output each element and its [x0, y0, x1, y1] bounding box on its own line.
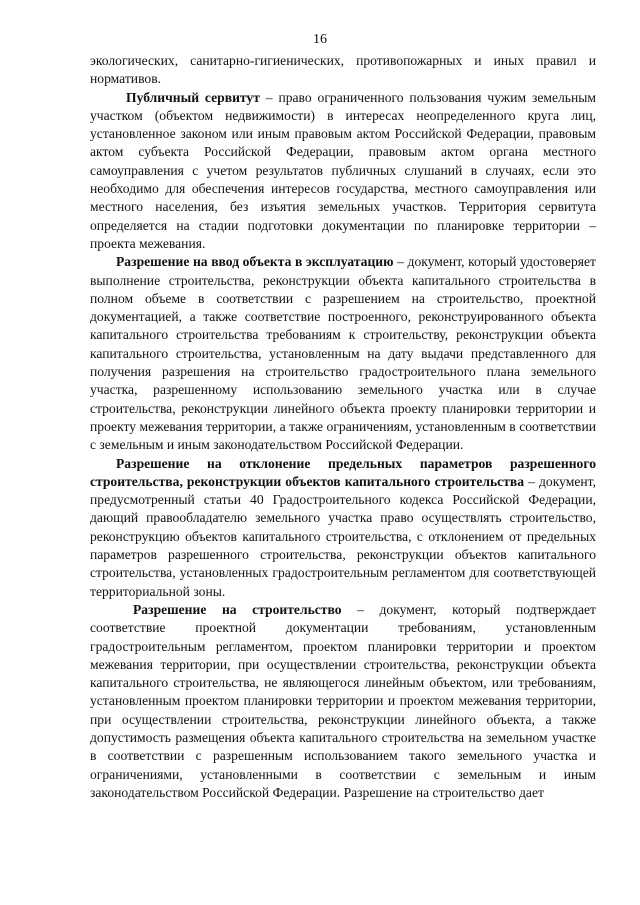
paragraph-text: – документ, который подтверждает соответствие проектной документации требованиям, установленным градостроительным регламентом, проектом планировки территории и проектом межевания территории, при осуществлении строительства, реконструкции объекта капитального строительства, не являющегося линейным объектом, или требованиям, установленным проектом планировки территории и проектом межевания территории, при осуществлении строительства, реконструкции линейного объекта, а также допустимость размещения объекта капитального строительства на земельном участке в соответствии с разрешенным использованием такого земельного участка и ограничениями, установленными в соответствии с земельным и иным законодательством Российской Федерации. Разрешение на строительство дает [90, 601, 596, 800]
paragraph-text: – документ, который удостоверяет выполнение строительства, реконструкции объекта капитального строительства в полном объеме в соответствии с разрешением на строительство, проектной документацией, а также соответствие построенного, реконструированного объекта капитального строительства требованиям к строительству, реконструкции объекта капитального строительства, установленным на дату выдачи представленного для получения разрешения на строительство градостроительного плана земельного участка, разрешенному использованию земельного участка или в случае строительства, реконструкции линейного объекта проекту планировки территории и проекту межевания территории, а также ограничениям, установленным в соответствии с земельным и иным законодательством Российской Федерации. [90, 254, 596, 453]
term-heading: Публичный сервитут [126, 89, 260, 105]
page-number: 16 [313, 32, 327, 47]
paragraph-commissioning-permit [90, 253, 596, 454]
term-heading: Разрешение на строительство [133, 601, 342, 617]
paragraph-deviation-permit [90, 455, 596, 601]
paragraph-text: экологических, санитарно-гигиенических, противопожарных и иных правил и нормативов. [90, 53, 596, 87]
paragraph-public-servitude [90, 89, 596, 254]
paragraph-continuation [90, 52, 596, 89]
term-heading: Разрешение на ввод объекта в эксплуатацию [116, 254, 394, 270]
document-body [90, 52, 596, 802]
term-heading: Разрешение на отклонение предельных параметров разрешенного строительства, реконструкции объектов капитального строительства [90, 455, 596, 489]
paragraph-text: – документ, предусмотренный статьи 40 Градостроительного кодекса Российской Федерации, дающий правообладателю земельного участка право осуществлять строительство, реконструкцию объектов капитального строительства, с отклонением от предельных параметров разрешенного строительства, реконструкции объектов капитального строительства, установленных градостроительным регламентом для соответствующей территориальной зоны. [90, 473, 596, 599]
paragraph-construction-permit [90, 601, 596, 802]
paragraph-text: – право ограниченного пользования чужим земельным участком (объектом недвижимости) в интересах неопределенного круга лиц, установленное законом или иным правовым актом Российской Федерации, правовым актом субъекта Российской Федерации, правовым актом органа местного самоуправления с учетом результатов публичных слушаний в случаях, если это необходимо для обеспечения интересов государства, местного самоуправления или местного населения, без изъятия земельных участков. Территория сервитута определяется на стадии подготовки документации по планировке территории – проекта межевания. [90, 89, 596, 251]
